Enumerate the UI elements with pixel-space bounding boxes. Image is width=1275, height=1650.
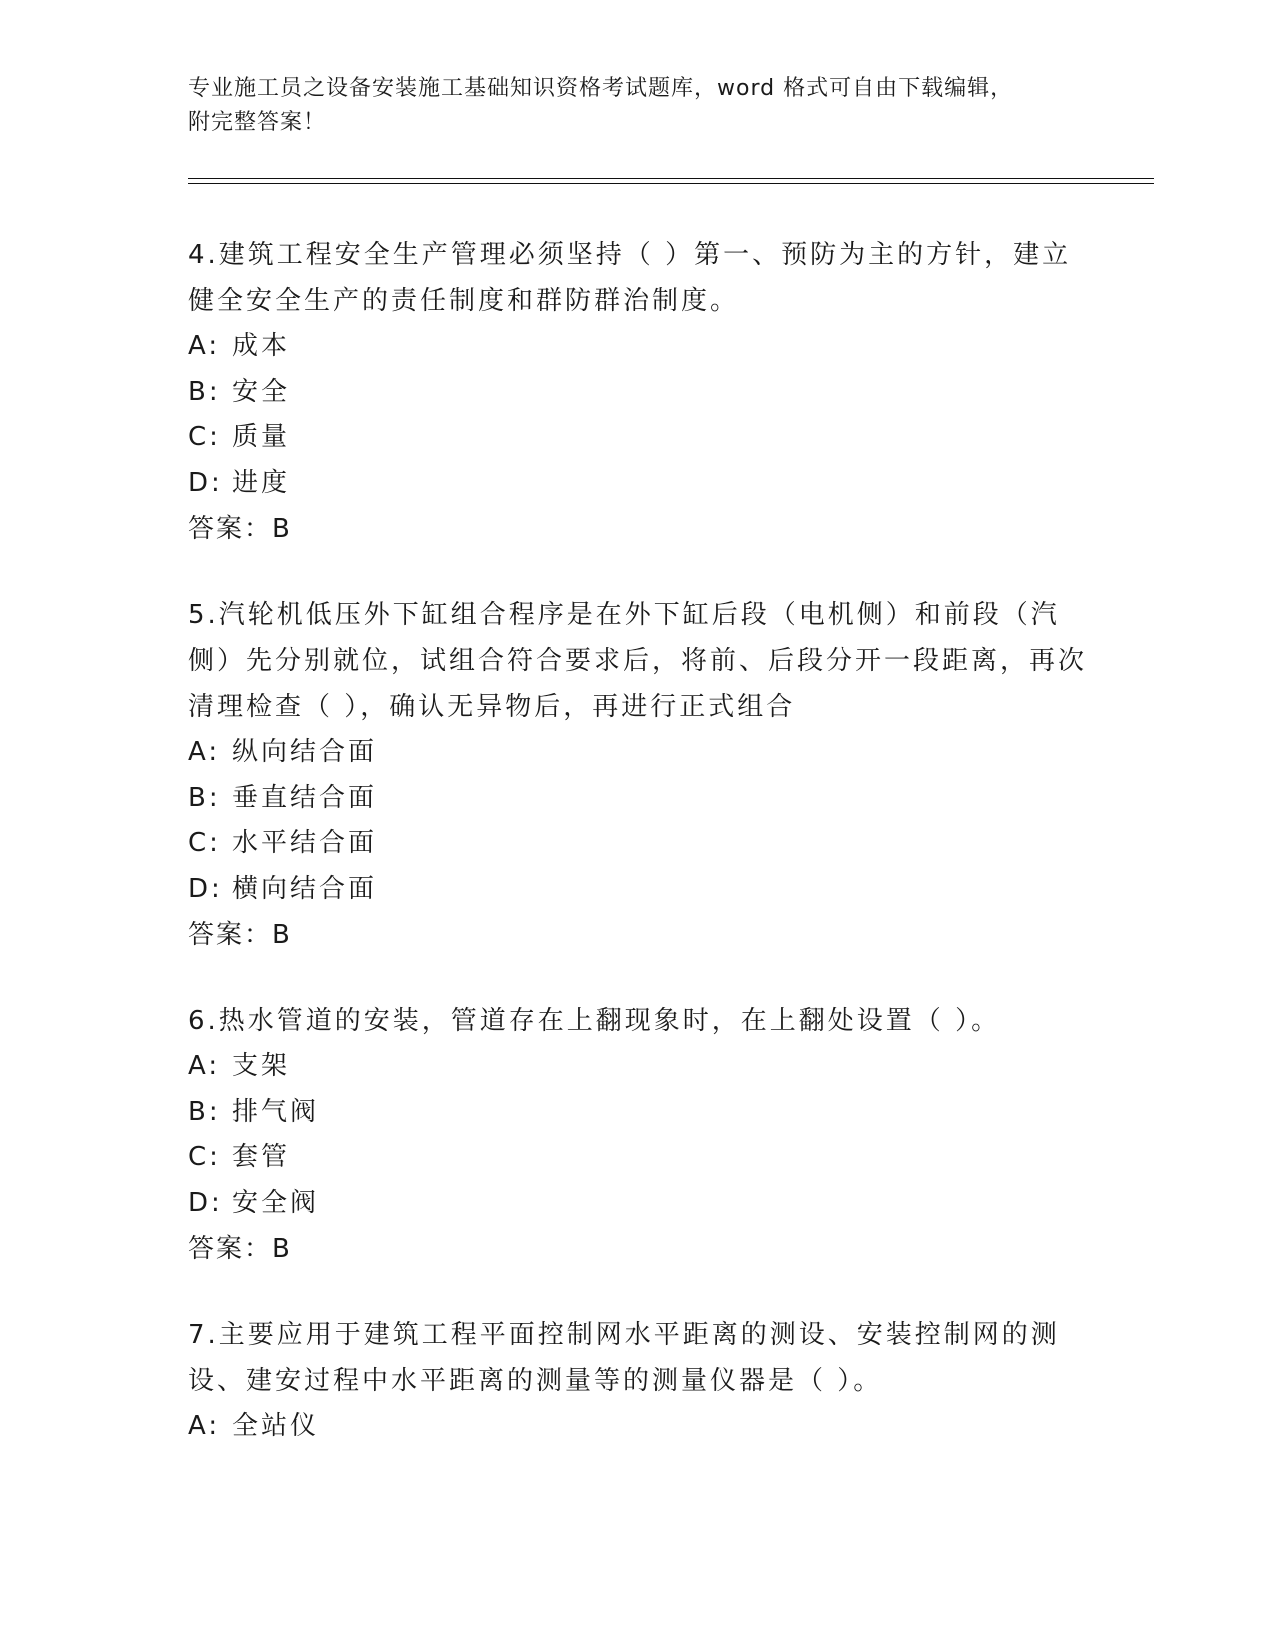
answer-line: 答案：B <box>188 514 292 544</box>
option-letter: B: <box>188 376 221 407</box>
option-a <box>188 730 1088 776</box>
option-a <box>188 324 1088 370</box>
option-c <box>188 1135 1088 1181</box>
option-text: 支架 <box>232 1051 291 1081</box>
option-d <box>188 867 1088 913</box>
option-letter: D: <box>188 1187 223 1218</box>
option-b <box>188 1090 1088 1136</box>
document-header <box>188 72 1088 140</box>
answer-line: 答案：B <box>188 920 292 950</box>
header-line-2: 附完整答案！ <box>188 110 327 135</box>
option-b <box>188 370 1088 416</box>
option-text: 安全阀 <box>232 1187 320 1218</box>
option-letter: A: <box>188 737 221 767</box>
option-letter: A: <box>188 1051 221 1081</box>
option-letter: B: <box>188 782 221 813</box>
header-divider-top <box>188 178 1154 179</box>
question-text: 4.建筑工程安全生产管理必须坚持（ ）第一、预防为主的方针，建立健全安全生产的责任制度和群防群治制度。 <box>188 240 1072 316</box>
question-text: 7.主要应用于建筑工程平面控制网水平距离的测设、安装控制网的测设、建安过程中水平距离的测量等的测量仪器是（ ）。 <box>188 1320 1060 1396</box>
option-text: 质量 <box>232 422 291 452</box>
option-letter: B: <box>188 1096 221 1127</box>
option-letter: D: <box>188 873 223 904</box>
option-letter: D: <box>188 467 223 498</box>
option-text: 全站仪 <box>232 1411 320 1441</box>
header-line-1: 专业施工员之设备安装施工基础知识资格考试题库，word 格式可自由下载编辑， <box>188 76 1014 101</box>
question-7 <box>188 1312 1088 1450</box>
option-letter: A: <box>188 1411 221 1441</box>
option-a <box>188 1044 1088 1090</box>
option-text: 进度 <box>232 467 291 498</box>
option-text: 安全 <box>232 376 291 407</box>
question-4 <box>188 232 1088 552</box>
option-c <box>188 415 1088 461</box>
answer-line: 答案：B <box>188 1234 292 1264</box>
option-letter: C: <box>188 828 221 858</box>
option-letter: C: <box>188 1142 221 1172</box>
header-divider-bottom <box>188 183 1154 184</box>
option-text: 垂直结合面 <box>232 782 378 813</box>
option-text: 成本 <box>232 331 291 361</box>
option-text: 纵向结合面 <box>232 737 378 767</box>
option-d <box>188 461 1088 507</box>
option-text: 水平结合面 <box>232 828 378 858</box>
question-5 <box>188 592 1088 958</box>
option-text: 套管 <box>232 1142 291 1172</box>
question-6 <box>188 998 1088 1272</box>
option-a <box>188 1404 1088 1450</box>
option-text: 排气阀 <box>232 1096 320 1127</box>
question-text: 6.热水管道的安装，管道存在上翻现象时，在上翻处设置（ ）。 <box>188 1006 1001 1036</box>
question-text: 5.汽轮机低压外下缸组合程序是在外下缸后段（电机侧）和前段（汽侧）先分别就位，试组合符合要求后，将前、后段分开一段距离，再次清理检查（ ），确认无异物后，再进行正式组合 <box>188 600 1088 722</box>
option-text: 横向结合面 <box>232 873 378 904</box>
option-b <box>188 776 1088 822</box>
option-d <box>188 1181 1088 1227</box>
option-letter: C: <box>188 422 221 452</box>
option-c <box>188 821 1088 867</box>
option-letter: A: <box>188 331 221 361</box>
question-list <box>188 232 1088 1490</box>
